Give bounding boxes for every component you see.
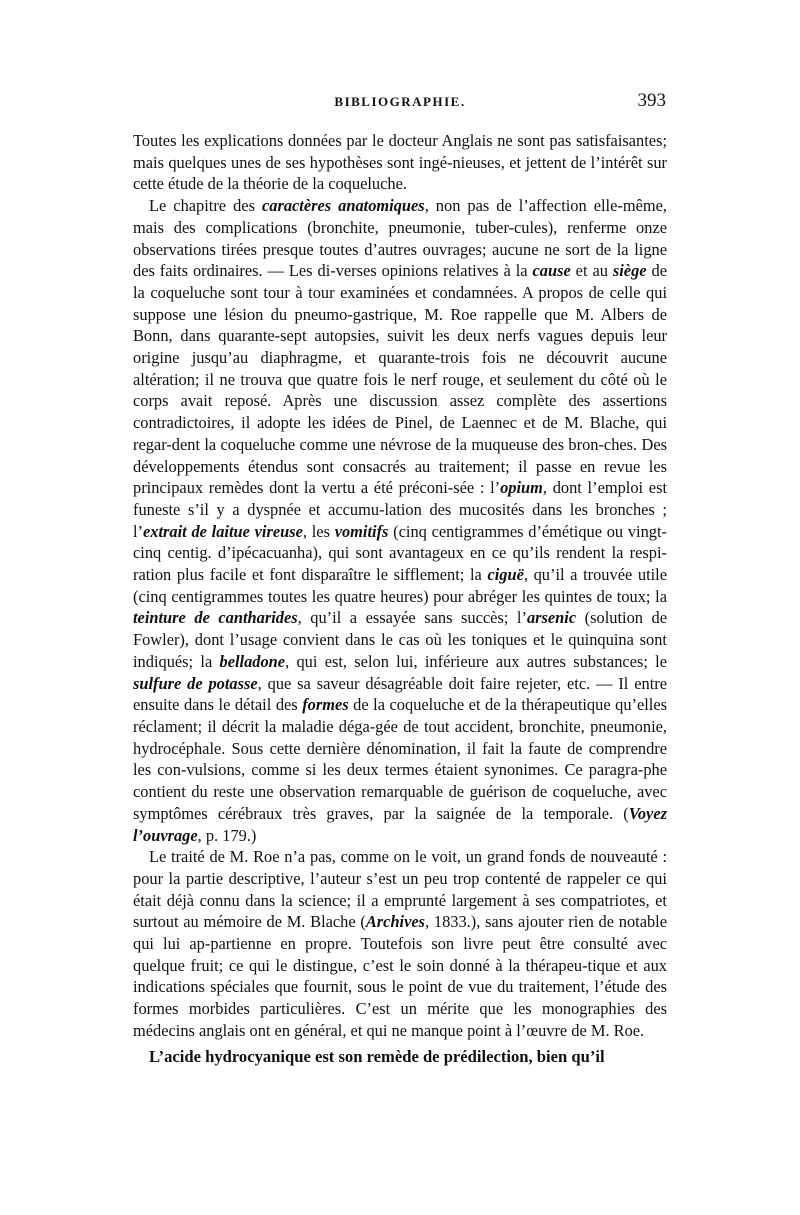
italic-term: caractères anatomiques [261, 196, 425, 216]
italic-term: extrait de laitue vireuse [143, 521, 303, 541]
text-run: , les [302, 521, 335, 541]
text-run: et au [570, 261, 613, 281]
italic-term: sulfure de potasse [133, 673, 258, 693]
text-run: de la coqueluche et de la thérapeutique qu’elles réclament; il décrit la maladie déga-gée de tout accident, bronchite, pneumonie, hydrocéphale. Sous cette dernière dénomination, il fait la faute de comprendre les con-vulsions, comme si les deux termes étaient synonimes. Ce paragra-phe contient du reste une observation remarquable de guérison de coqueluche, avec symptômes cérébraux très graves, par la saignée de la temporale. ( [133, 695, 668, 823]
text-run: Le chapitre des [149, 196, 262, 216]
body-text [133, 130, 667, 1067]
paragraph-1: Toutes les explications données par le docteur Anglais ne sont pas satisfaisantes; mais quelques unes de ses hypothèses sont ingé-nieuses, et jettent de l’intérêt sur cette étude de la théorie de la coqueluche. [133, 131, 667, 194]
italic-term: vomitifs [334, 521, 389, 541]
italic-term: ciguë [487, 565, 524, 585]
italic-term: belladone [219, 651, 286, 671]
italic-term: cause [532, 261, 571, 281]
italic-term: formes [302, 695, 349, 715]
text-run: de la coqueluche sont tour à tour examinées et condamnées. A propos de celle qui suppose une lésion du pneumo-gastrique, M. Roe rappelle que M. Albers de Bonn, dans quarante-sept autopsies, suivit les deux nerfs vagues depuis leur origine jusqu’au diaphragme, et quarante-trois fois ne découvrit aucune altération; il ne trouva que quatre fois le nerf rouge, et seulement du côté où le corps avait reposé. Après une discussion assez complète des assertions contradictoires, il adopte les idées de Pinel, de Laennec et de M. Blache, qui regar-dent la coqueluche comme une névrose de la muqueuse des bron-ches. Des développements étendus sont consacrés au traitement; il passe en revue les principaux remèdes dont la vertu a été préconi-sée : l’ [133, 261, 667, 498]
italic-term: opium [500, 478, 543, 498]
text-run: , que sa saveur désagréable doit faire rejeter, etc. — Il entre ensuite dans le détail des [133, 673, 667, 715]
text-run: (solution de Fowler), dont l’usage convient dans le cas où les toniques et le quinquina sont indiqués; la [133, 608, 667, 671]
text-run: , p. 179.) [197, 825, 257, 845]
italic-term: teinture de cantharides [133, 608, 298, 628]
italic-term: Archives [365, 912, 426, 932]
text-run: Le traité de M. Roe n’a pas, comme on le voit, un grand fonds de nouveauté : pour la partie descriptive, l’auteur s’est un peu trop contenté de rappeler ce qui était déjà connu dans la science; il a emprunté largement à ses compatriotes, et surtout au mémoire de M. Blache ( [133, 847, 667, 932]
italic-term: arsenic [526, 608, 577, 628]
paragraph-4: L’acide hydrocyanique est son remède de prédilection, bien qu’il [149, 1046, 605, 1066]
running-title: BIBLIOGRAPHIE. [334, 94, 466, 109]
italic-term: siège [612, 261, 647, 281]
text-run: , qu’il a essayée sans succès; l’ [297, 608, 527, 628]
page-header [134, 90, 666, 118]
paragraph-2 [133, 195, 667, 846]
text-run: , dont l’emploi est funeste s’il y a dyspnée et accumu-lation des mucosités dans les bronches ; l’ [133, 478, 667, 541]
text-run: , 1833.), sans ajouter rien de notable qui lui ap-partienne en propre. Toutefois son livre peut être consulté avec quelque fruit; ce qui le distingue, c’est le soin donné à la thérapeu-tique et aux indications spéciales que fournit, sous le point de vue du traitement, l’étude des formes morbides particulières. C’est un mérite que les monographies des médecins anglais ont en général, et qui ne manque point à l’œuvre de M. Roe. [133, 912, 667, 1040]
text-run: (cinq centigrammes d’émétique ou vingt-cinq centig. d’ipécacuanha), qui sont avantageux en ce qu’ils rendent la respi-ration plus facile et font disparaître le sifflement; la [133, 521, 667, 585]
paragraph-3 [133, 846, 667, 1041]
text-run: , qui est, selon lui, inférieure aux autres substances; le [285, 651, 667, 671]
text-run: , non pas de l’affection elle-même, mais des complications (bronchite, pneumonie, tuber-cules), renferme onze observations tirées presque toutes d’autres ouvrages; aucune ne sort de la ligne des faits ordinaires. — Les di-verses opinions relatives à la [133, 196, 667, 281]
italic-term: Voyez l’ouvrage [133, 803, 667, 845]
text-run: , qu’il a trouvée utile (cinq centigrammes toutes les quatre heures) pour abréger les quintes de toux; la [133, 565, 668, 606]
page-number: 393 [637, 90, 666, 111]
